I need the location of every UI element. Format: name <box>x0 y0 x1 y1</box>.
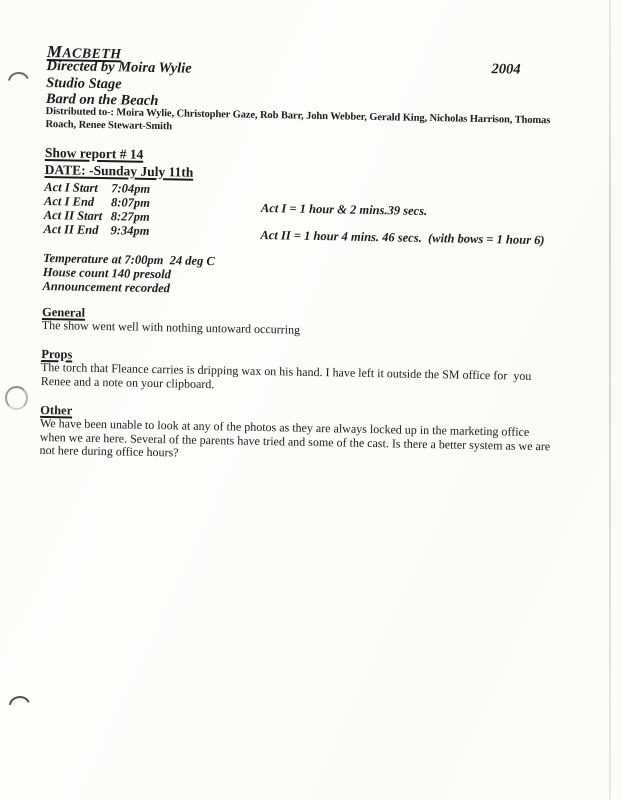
section-heading: Other <box>40 402 73 418</box>
section-props <box>41 347 617 399</box>
act2-duration-note: Act II = 1 hour 4 mins. 46 secs. (with bows = 1 hour 6) <box>260 227 545 248</box>
production-year: 2004 <box>491 61 521 78</box>
director-byline: Directed by Moira Wylie <box>46 57 192 77</box>
act1-duration-note: Act I = 1 hour & 2 mins.39 secs. <box>260 200 428 218</box>
section-general <box>42 305 617 343</box>
show-conditions <box>42 251 215 296</box>
venue-stage: Studio Stage <box>46 74 122 93</box>
company-name: Bard on the Beach <box>45 90 159 110</box>
section-body: The show went well with nothing untoward occurring <box>41 317 301 337</box>
section-heading: Props <box>41 346 73 362</box>
report-number: Show report # 14 <box>44 144 144 162</box>
report-date: DATE: -Sunday July 11th <box>44 161 194 180</box>
section-body: The torch that Fleance carries is dripping wax on his hand. I have left it outside the SM office for you Renee and a note on your clipboard. <box>40 359 532 391</box>
document-page <box>33 42 621 792</box>
act-time-value: 9:34pm <box>110 223 150 238</box>
act-time-value: 8:27pm <box>110 209 150 224</box>
hole-punch-mark-top <box>7 71 30 91</box>
temperature-line: Temperature at 7:00pm 24 deg C <box>42 250 215 269</box>
house-count-line: House count 140 presold <box>42 264 172 282</box>
act-time-label: Act II Start <box>43 207 103 224</box>
act-time-label: Act I End <box>43 193 95 209</box>
section-other <box>39 403 615 468</box>
announcement-line: Announcement recorded <box>42 278 171 296</box>
act-time-value: 8:07pm <box>110 195 151 210</box>
section-heading: General <box>41 304 86 320</box>
table-row <box>43 222 149 238</box>
distribution-list: Distributed to-: Moira Wylie, Christopher Gaze, Rob Barr, John Webber, Gerald King, Nicholas Harrison, Thomas Roach, Renee Stewart-Smith <box>45 105 551 132</box>
act-times-table <box>43 180 150 238</box>
act-time-value: 7:04pm <box>111 181 151 196</box>
hole-punch-mark-middle <box>5 386 28 410</box>
act-time-label: Act I Start <box>44 179 98 195</box>
show-title: MACBETH <box>46 42 122 63</box>
hole-punch-mark-bottom <box>8 695 31 716</box>
section-body: We have been unable to look at any of the photos as they are always locked up in the marketing office when we are here. Several of the parents have tried and some of the cast. Is there a better system as we are not here during office hours? <box>39 415 551 460</box>
act-time-label: Act II End <box>43 221 99 237</box>
